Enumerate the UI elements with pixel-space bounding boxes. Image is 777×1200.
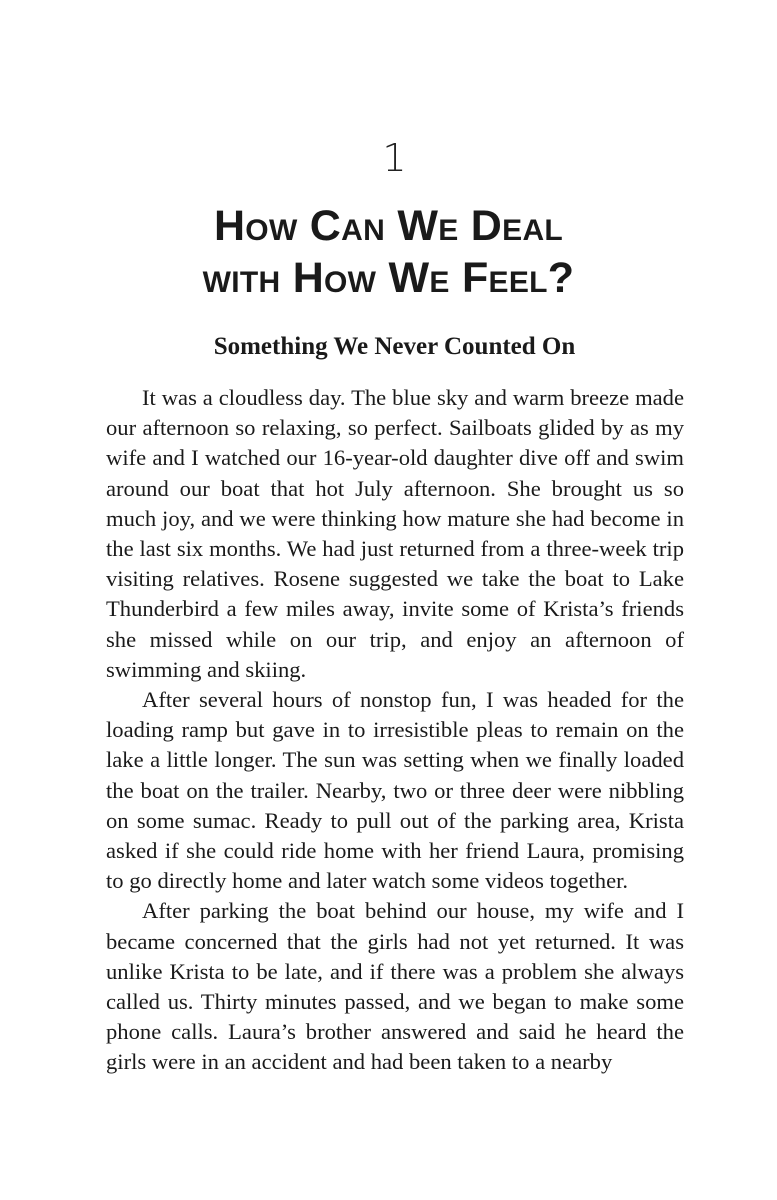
chapter-title-line-2: with How We Feel? [202,254,575,302]
chapter-title-line-1: How Can We Deal [213,202,564,250]
chapter-title [0,200,777,304]
paragraph: After several hours of nonstop fun, I was headed for the loading ramp but gave in to irresistible pleas to remain on the lake a little longer. The sun was setting when we finally loaded the boat on the trailer. Nearby, two or three deer were nibbling on some sumac. Ready to pull out of the parking area, Krista asked if she could ride home with her friend Laura, promising to go directly home and later watch some videos together. [106,687,684,894]
section-heading: Something We Never Counted On [213,333,576,360]
body-text [106,383,684,1078]
paragraph: It was a cloudless day. The blue sky and warm breeze made our afternoon so relaxing, so perfect. Sailboats glided by as my wife and I watched our 16-year-old daughter dive off and swim around our boat that hot July afternoon. She brought us so much joy, and we were thinking how mature she had become in the last six months. We had just returned from a three-week trip visiting relatives. Rosene suggested we take the boat to Lake Thunderbird a few miles away, invite some of Krista’s friends she missed while on our trip, and enjoy an afternoon of swimming and skiing. [106,385,684,682]
paragraph: After parking the boat behind our house, my wife and I became concerned that the girls had not yet returned. It was unlike Krista to be late, and if there was a problem she always called us. Thirty minutes passed, and we began to make some phone calls. Laura’s brother answered and said he heard the girls were in an accident and had been taken to a nearby [106,898,684,1075]
chapter-number: 1 [382,136,407,180]
